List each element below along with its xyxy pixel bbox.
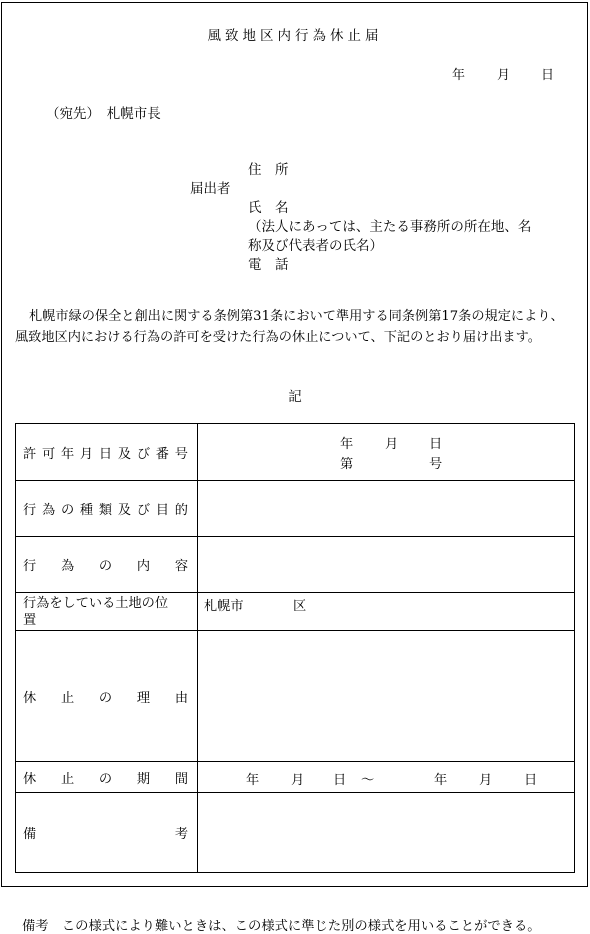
table-row-type-purpose <box>16 481 575 537</box>
notifier-address-label: 住 所 <box>248 162 289 178</box>
notifier-phone-label: 電 話 <box>248 257 289 273</box>
period-to-day: 日 <box>524 772 538 788</box>
permit-day: 日 <box>429 437 443 452</box>
table-row-location <box>16 593 575 631</box>
table-row-reason <box>16 631 575 762</box>
notification-table <box>15 423 575 873</box>
permit-month: 月 <box>385 437 399 452</box>
date-month-label: 月 <box>497 68 511 83</box>
period-from-year: 年 <box>246 772 260 788</box>
date-year-label: 年 <box>452 68 466 83</box>
reason-value-cell[interactable] <box>198 631 575 762</box>
addressee: （宛先） 札幌市長 <box>46 106 161 122</box>
remarks-label-cell <box>16 793 198 873</box>
table-row-period <box>16 762 575 793</box>
location-label-line1: 行為をしている土地の位 <box>23 596 169 611</box>
location-label-line2: 置 <box>23 613 37 628</box>
type-purpose-value-cell[interactable] <box>198 481 575 537</box>
permit-label: 許 可 年 月 日 及 び 番 号 <box>23 446 188 462</box>
permit-label-cell <box>16 424 198 481</box>
location-ward: 区 <box>293 599 307 614</box>
period-to-month: 月 <box>479 772 493 788</box>
content-value-cell[interactable] <box>198 537 575 593</box>
reason-label-cell <box>16 631 198 762</box>
period-from-month: 月 <box>291 772 305 788</box>
permit-value-cell[interactable] <box>198 424 575 481</box>
location-city: 札幌市 <box>204 599 244 614</box>
form-title: 風致地区内行為休止届 <box>207 28 383 44</box>
table-row-remarks <box>16 793 575 873</box>
type-purpose-label-cell <box>16 481 198 537</box>
period-to-year: 年 <box>434 772 448 788</box>
table-row-permit <box>16 424 575 481</box>
content-label-cell <box>16 537 198 593</box>
period-label: 休 止 の 期 間 <box>23 771 188 787</box>
permit-dai: 第 <box>340 457 354 472</box>
permit-year: 年 <box>340 437 354 452</box>
table-row-content <box>16 537 575 593</box>
notifier-corp-note-1: （法人にあっては、主たる事務所の所在地、名 <box>248 219 532 235</box>
location-value-cell[interactable] <box>198 593 575 631</box>
type-purpose-label: 行 為 の 種 類 及 び 目 的 <box>23 503 188 518</box>
body-paragraph: 札幌市緑の保全と創出に関する条例第31条において準用する同条例第17条の規定により、風致地区内における行為の許可を受けた行為の休止について、下記のとおり届け出ます。 <box>15 309 564 345</box>
content-label: 行 為 の 内 容 <box>23 559 188 574</box>
period-from-day: 日 <box>333 772 347 788</box>
period-value-cell[interactable] <box>198 762 575 793</box>
date-day-label: 日 <box>541 68 555 83</box>
footer-note: 備考 この様式により難いときは、この様式に準じた別の様式を用いることができる。 <box>22 919 541 934</box>
notifier-name-label: 氏 名 <box>248 200 289 216</box>
permit-go: 号 <box>429 457 443 472</box>
reason-label: 休 止 の 理 由 <box>23 690 188 706</box>
remarks-value-cell[interactable] <box>198 793 575 873</box>
remarks-label: 備 考 <box>23 827 188 842</box>
period-label-cell <box>16 762 198 793</box>
ki-heading: 記 <box>288 389 302 405</box>
period-tilde: ～ <box>361 772 375 788</box>
notifier-corp-note-2: 称及び代表者の氏名） <box>248 238 383 254</box>
location-label-cell <box>16 593 198 631</box>
notifier-label: 届出者 <box>190 181 231 197</box>
